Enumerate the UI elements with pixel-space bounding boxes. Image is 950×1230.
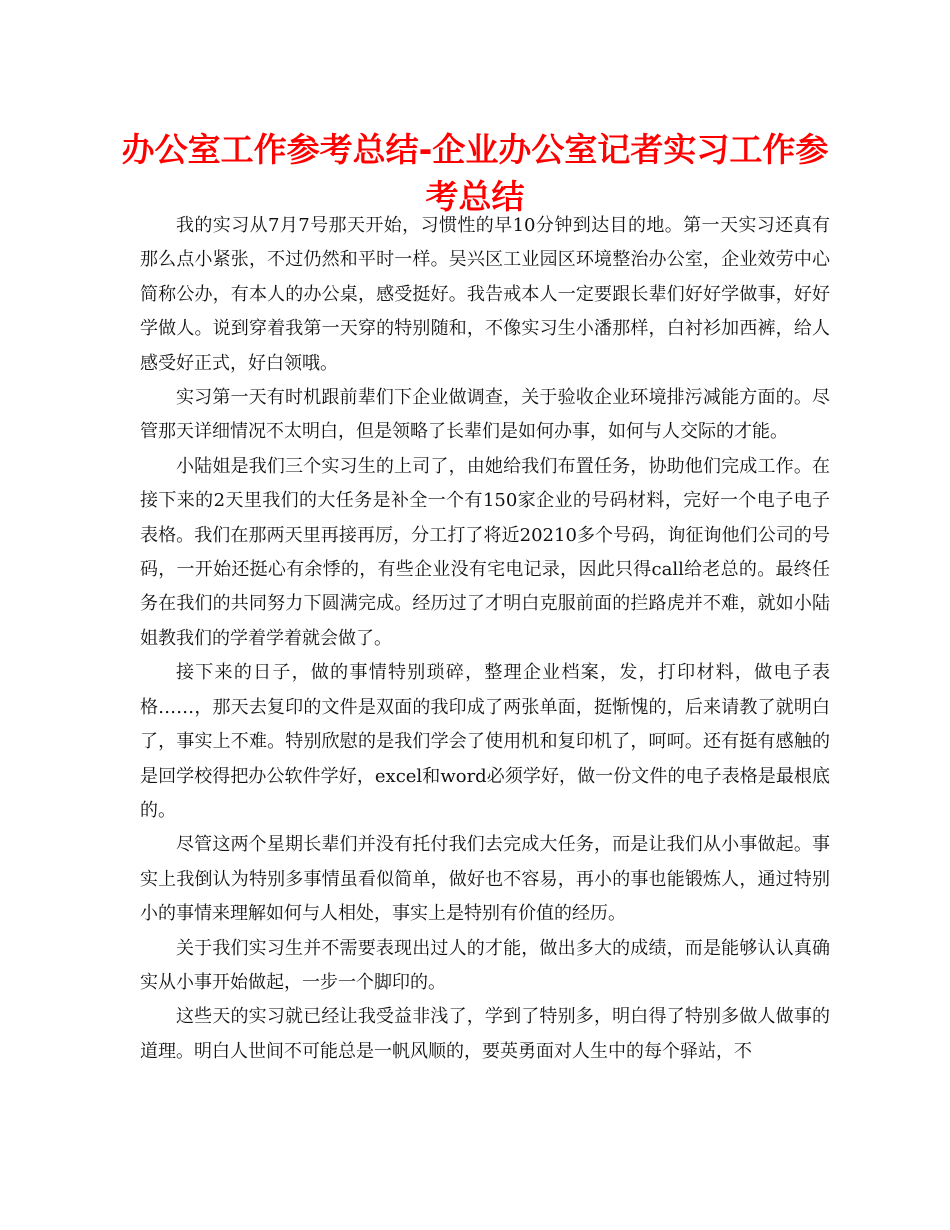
paragraph-6: 关于我们实习生并不需要表现出过人的才能，做出多大的成绩，而是能够认认真确实从小事开始做起，一步一个脚印的。: [140, 937, 830, 993]
document-body: [140, 209, 830, 1069]
paragraph-1: 我的实习从7月7号那天开始，习惯性的早10分钟到达目的地。第一天实习还真有那么点小紧张，不过仍然和平时一样。吴兴区工业园区环境整治办公室，企业效劳中心简称公办，有本人的办公桌，感受挺好。我告戒本人一定要跟长辈们好好学做事，好好学做人。说到穿着我第一天穿的特别随和，不像实习生小潘那样，白衬衫加西裤，给人感受好正式，好白领哦。: [140, 215, 830, 374]
document-title: 办公室工作参考总结-企业办公室记者实习工作参考总结: [121, 130, 829, 216]
paragraph-3: 小陆姐是我们三个实习生的上司了，由她给我们布置任务，协助他们完成工作。在接下来的2天里我们的大任务是补全一个有150家企业的号码材料，完好一个电子电子表格。我们在那两天里再接再厉，分工打了将近20210多个号码，询征询他们公司的号码，一开始还挺心有余悸的，有些企业没有宅电记录，因此只得call给老总的。最终任务在我们的共同努力下圆满完成。经历过了才明白克服前面的拦路虎并不难，就如小陆姐教我们的学着学着就会做了。: [140, 455, 830, 649]
paragraph-4: 接下来的日子，做的事情特别琐碎，整理企业档案，发，打印材料，做电子表格……，那天去复印的文件是双面的我印成了两张单面，挺惭愧的，后来请教了就明白了，事实上不难。特别欣慰的是我们学会了使用机和复印机了，呵呵。还有挺有感触的是回学校得把办公软件学好，excel和word必须学好，做一份文件的电子表格是最根底的。: [140, 662, 830, 821]
paragraph-2: 实习第一天有时机跟前辈们下企业做调查，关于验收企业环境排污减能方面的。尽管那天详细情况不太明白，但是领略了长辈们是如何办事，如何与人交际的才能。: [140, 387, 830, 443]
paragraph-5: 尽管这两个星期长辈们并没有托付我们去完成大任务，而是让我们从小事做起。事实上我倒认为特别多事情虽看似简单，做好也不容易，再小的事也能锻炼人，通过特别小的事情来理解如何与人相处，事实上是特别有价值的经历。: [140, 834, 830, 925]
paragraph-7: 这些天的实习就已经让我受益非浅了，学到了特别多，明白得了特别多做人做事的道理。明白人世间不可能总是一帆风顺的，要英勇面对人生中的每个驿站，不: [140, 1006, 830, 1062]
